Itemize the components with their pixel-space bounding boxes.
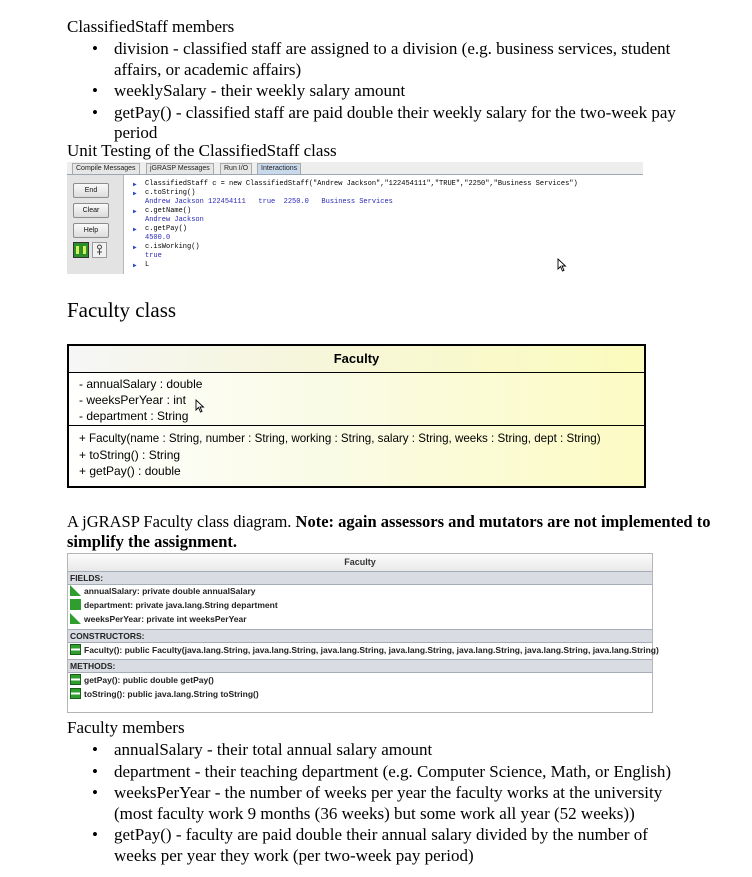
uml-attribute: - department : String [79,409,189,423]
console-output: true [145,252,162,260]
classified-bullet-list [92,39,732,145]
bullet-description: faculty are paid double their annual salary divided by the number of [185,825,648,844]
bullet-separator: - [190,761,205,781]
console-input[interactable]: L [145,261,150,269]
uml-method: + Faculty(name : String, number : String, working : String, salary : String, weeks : String, dept : String) [79,432,601,445]
console-line: ClassifiedStaff c = new ClassifiedStaff("Andrew Jackson","122454111","TRUE","2250","Business Services") [145,180,578,188]
constructor-row[interactable] [70,644,659,657]
console-line: c.getPay() [145,225,188,233]
field-triangle-icon [70,585,81,596]
bullet-dot: • [92,39,98,58]
jgrasp-class-diagram [67,553,659,713]
list-item [92,783,732,824]
caption-note: Note: again assessors and mutators are not implemented to simplify the assignment. [67,512,711,551]
uml-class-box [67,344,646,488]
prompt-arrow: ▶ [133,190,137,197]
bullet-description: the number of weeks per year the faculty works at the university [224,783,663,802]
bullet-term: division [114,39,169,58]
uml-attributes [69,373,644,426]
faculty-class-heading: Faculty class [67,298,177,322]
field-label: department: private java.lang.String department [84,600,278,610]
field-row[interactable] [70,599,278,612]
list-item [92,39,732,80]
uml-methods [69,426,644,486]
console-output: Andrew Jackson 122454111 true 2250.0 Business Services [145,198,393,206]
tab-run-io[interactable]: Run I/O [220,163,252,174]
faculty-members-heading: Faculty members [67,718,185,737]
bullet-description-cont: affairs, or academic affairs) [114,59,302,79]
field-row[interactable] [70,613,247,626]
classified-heading: ClassifiedStaff members [67,17,235,36]
field-square-icon [70,599,81,610]
interactions-console[interactable] [125,176,640,272]
prompt-arrow: ▶ [133,181,137,188]
uml-attribute: - annualSalary : double [79,377,203,391]
end-button[interactable]: End [73,183,109,198]
clear-button[interactable]: Clear [73,203,109,218]
list-item [92,740,732,761]
bullet-separator: - [171,102,186,122]
list-item [92,81,732,102]
constructors-section-label: CONSTRUCTORS: [68,629,652,643]
bullet-description: their teaching department (e.g. Computer Science, Math, or English) [204,761,672,781]
mouse-cursor-icon [557,258,567,272]
list-item [92,103,732,144]
prompt-arrow: ▶ [133,208,137,215]
bullet-description-cont: weeks per year they work (per two-week pay period) [114,845,474,865]
bullet-separator: - [210,783,225,802]
bullet-description: classified staff are assigned to a division (e.g. business services, student [182,39,671,58]
field-triangle-icon [70,613,81,624]
help-button[interactable]: Help [73,223,109,238]
prompt-arrow: ▶ [133,226,137,233]
uml-attribute: - weeksPerYear : int [79,393,186,407]
debug-icon[interactable] [73,242,89,258]
bullet-separator: - [171,825,186,844]
field-label: annualSalary: private double annualSalary [84,586,256,596]
method-label: toString(): public java.lang.String toString() [84,689,259,699]
tab-bar [67,162,643,175]
bullet-description-cont: period [114,123,158,142]
caption-text: A jGRASP Faculty class diagram. [67,512,292,531]
bullet-dot: • [92,81,98,100]
console-line: c.isWorking() [145,243,200,251]
control-panel [67,175,124,274]
bullet-description: their weekly salary amount [220,81,406,100]
console-output: Andrew Jackson [145,216,204,224]
field-label: weeksPerYear: private int weeksPerYear [84,614,247,624]
inspect-icon[interactable] [92,242,107,258]
bullet-term: weeklySalary [114,81,207,100]
diagram-caption [67,512,737,552]
console-line: c.toString() [145,189,196,197]
bullet-separator: - [168,39,183,58]
method-label: getPay(): public double getPay() [84,675,214,685]
unit-test-heading: Unit Testing of the ClassifiedStaff class [67,141,337,160]
bullet-description-cont: (most faculty work 9 months (36 weeks) but some work all year (52 weeks)) [114,803,635,823]
bullet-dot: • [92,783,98,802]
bullet-dot: • [92,740,98,759]
tab-interactions[interactable]: Interactions [257,163,301,174]
list-item [92,825,732,866]
bullet-term: getPay() [114,102,172,122]
list-item [92,762,732,783]
bullet-dot: • [92,761,98,781]
bullet-term: getPay() [114,825,172,844]
method-row[interactable] [70,688,259,701]
methods-section-label: METHODS: [68,659,652,673]
prompt-arrow: ▶ [133,262,137,269]
jgrasp-interactions-panel [67,162,643,274]
prompt-arrow: ▶ [133,244,137,251]
console-line: c.getName() [145,207,192,215]
tab-compile-messages[interactable]: Compile Messages [72,163,140,174]
bullet-term: department [114,761,191,781]
bullet-dot: • [92,102,98,122]
bullet-dot: • [92,825,98,844]
tab-jgrasp-messages[interactable]: jGRASP Messages [146,163,214,174]
field-row[interactable] [70,585,255,598]
bullet-term: weeksPerYear [114,783,211,802]
method-icon [70,644,81,655]
constructor-label: Faculty(): public Faculty(java.lang.String, java.lang.String, java.lang.String, java.lang.String, java.lang.String, java.lang.String, java.lang.String) [84,645,659,655]
class-diagram-title: Faculty [68,554,652,572]
method-icon [70,688,81,699]
bullet-description: classified staff are paid double their weekly salary for the two-week pay [185,102,676,122]
bullet-term: annualSalary [114,740,203,759]
method-row[interactable] [70,674,214,687]
faculty-bullet-list [92,740,732,867]
uml-method: + getPay() : double [79,464,181,478]
fields-section-label: FIELDS: [68,571,652,585]
bullet-separator: - [202,740,217,759]
method-icon [70,674,81,685]
console-output: 4500.0 [145,234,171,242]
bullet-description: their total annual salary amount [216,740,433,759]
uml-method: + toString() : String [79,448,181,462]
bullet-separator: - [206,81,221,100]
mouse-cursor-icon [195,399,205,413]
uml-class-name: Faculty [69,346,644,373]
